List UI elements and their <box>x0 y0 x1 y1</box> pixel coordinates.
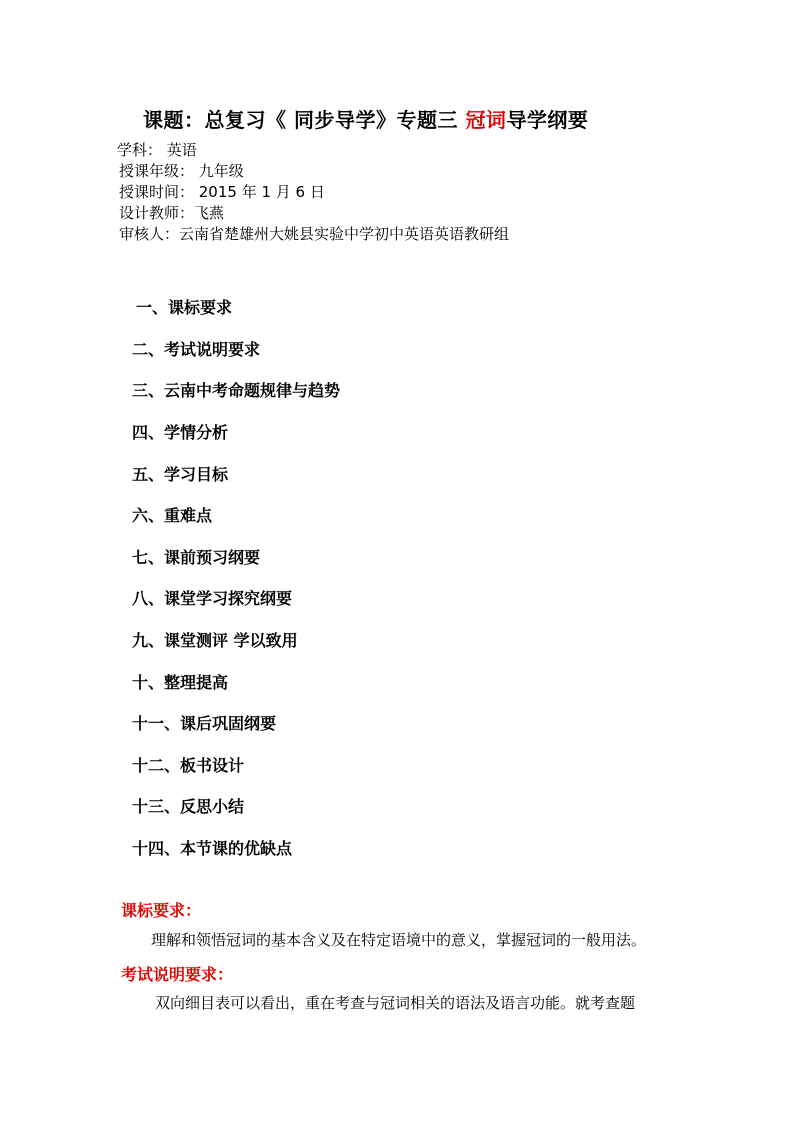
outline-item: 六、重难点 <box>132 506 213 525</box>
document-title <box>143 104 588 133</box>
outline-item: 八、课堂学习探究纲要 <box>132 589 293 608</box>
meta-reviewer: 审核人：云南省楚雄州大姚县实验中学初中英语英语教研组 <box>119 225 510 243</box>
outline-item: 十二、板书设计 <box>132 756 245 775</box>
exam-heading: 考试说明要求： <box>121 965 234 984</box>
standards-text: 理解和领悟冠词的基本含义及在特定语境中的意义，掌握冠词的一般用法。 <box>151 931 647 949</box>
outline-item: 十一、课后巩固纲要 <box>132 714 277 733</box>
outline-item: 九、课堂测评 学以致用 <box>132 631 298 650</box>
exam-text: 双向细目表可以看出，重在考查与冠词相关的语法及语言功能。就考查题 <box>155 994 636 1012</box>
title-suffix: 导学纲要 <box>506 108 589 132</box>
title-prefix: 课题：总复习《 同步导学》专题三 <box>143 108 466 132</box>
meta-subject: 学科： 英语 <box>117 141 197 159</box>
title-highlight: 冠词 <box>465 108 507 132</box>
meta-grade: 授课年级： 九年级 <box>119 162 244 180</box>
outline-item: 二、考试说明要求 <box>132 340 261 359</box>
outline-item: 七、课前预习纲要 <box>132 548 261 567</box>
outline-item: 五、学习目标 <box>132 465 229 484</box>
outline-item: 四、学情分析 <box>132 423 229 442</box>
outline-item: 十四、本节课的优缺点 <box>132 839 293 858</box>
meta-date: 授课时间： 2015 年 1 月 6 日 <box>119 183 325 201</box>
meta-teacher: 设计教师：飞燕 <box>119 204 225 222</box>
standards-heading: 课标要求： <box>121 901 202 920</box>
outline-item: 十三、反思小结 <box>132 797 245 816</box>
outline-item: 十、整理提高 <box>132 673 229 692</box>
outline-item: 三、云南中考命题规律与趋势 <box>132 381 341 400</box>
outline-item: 一、课标要求 <box>136 298 233 317</box>
